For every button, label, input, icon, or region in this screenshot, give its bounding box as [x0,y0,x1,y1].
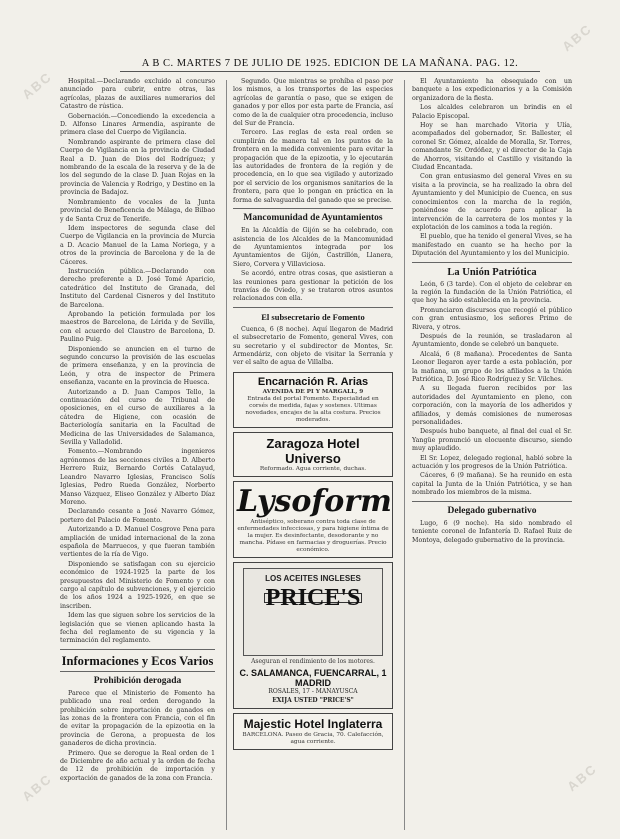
paragraph: Con gran entusiasmo del general Vives en su visita a la provincia, se ha realizado la obra del Ayuntamiento y del Municipio de Cuenca, en sus conocimientos con la marcha de la región, poniéndose de acuerdo para aplicar la intervención de la carretera de los montes y la explotación de los caminos a toda la región. [412,173,572,231]
paragraph: Idem las que siguen sobre los servicios de la legislación que se vienen aplicando hasta la fecha del reglamento de su vigencia y la terminación del reglamento. [60,612,215,645]
paragraph: El pueblo, que ha tenido el general Vives, se ha manifestado en cuanto se ha hecho por la Diputación del Ayuntamiento y los del Municipio. [412,233,572,258]
column-middle [233,78,393,754]
paragraph: Lugo, 6 (9 noche). Ha sido nombrado el teniente coronel de Infantería D. Rafael Ruiz de Montoya, delegado gubernativo de la provincia. [412,519,572,544]
paragraph: Después hubo banquete, al final del cual el Sr. Yangüe pronunció un elocuente discurso, siendo muy aplaudido. [412,428,572,453]
paragraph: Disponiendo se anuncien en el turno de segundo concurso la provisión de las escuelas de primera enseñanza, y en la provincia de León, y otra de inspector de Primera enseñanza, vacante en la provincia de Huesca. [60,345,215,387]
paragraph: Se acordó, entre otras cosas, que asistieran a las reuniones para gestionar la petición de los tranvías de Oviedo, y se trataron otros asuntos relacionados con ella. [233,270,393,303]
column-left [60,78,215,784]
oil-can-illustration [243,568,383,656]
section-title: Informaciones y Ecos Varios [61,653,214,668]
ad-slogan: EXIJA USTED "PRICE'S" [272,696,354,704]
running-head: A B C. MARTES 7 DE JULIO DE 1925. EDICION DE LA MAÑANA. PAG. 12. [120,58,540,72]
article-title: La Unión Patriótica [447,266,537,278]
paragraph: Gobernación.—Concediendo la excedencia a D. Alfonso Linares Armendia, aspirante de primera clase del Cuerpo de Vigilancia. [60,112,215,137]
ad-text: Entrada del portal Fomento. Especialidad en corsés de medida, fajas y sostenes. Ultimas novedades, encajes de la alta costura. Precios moderados. [245,395,381,423]
divider [233,208,393,209]
paragraph: Aprobando la petición formulada por los maestros de Barcelona, de Lérida y de Sevilla, con el acuerdo del Claustro de Barcelona, D. Paulino Puig. [60,310,215,344]
paragraph: Hoy se han marchado Vitoria y Ulía, acompañados del gobernador, Sr. Ballester, el coronel Sr. Gómez, alcalde de Moralla, Sr. Torres, comandante Sr. Ordóñez, y el director de la Caja de Ahorros, visitando el Castillo y visitando la Ciudad Encantada. [412,122,572,172]
column-divider [404,80,405,830]
ad-prices-oil [233,562,393,709]
paragraph: Primero. Que se derogue la Real orden de 1 de Diciembre de año actual y la orden de fecha de 12 de prohibición de importación y exportación de ganados de la zona con Francia. [60,749,215,782]
paragraph: Nombramiento de vocales de la Junta provincial de Beneficencia de Málaga, de Bilbao y de Santa Cruz de Tenerife. [60,198,215,223]
column-right [412,78,572,546]
ad-text: Antiséptico, soberano contra toda clase de enfermedades infecciosas, y para higiene íntima de la mujer. Es desinfectante, desodorante y no mancha. Pídase en farmacias y droguerías. Precio económico. [237,518,389,553]
paragraph: Después de la reunión, se trasladaron al Ayuntamiento, donde se celebró un banquete. [412,332,572,349]
paragraph: Idem inspectores de segunda clase del Cuerpo de Vigilancia en la provincia de Murcia a D. Acacio Manuel de la Lama Noriega, y a otros de la provincia de Barcelona y de la de Cáceres. [60,224,215,266]
article-title: Mancomunidad de Ayuntamientos [243,213,383,224]
divider [412,501,572,502]
paragraph: León, 6 (3 tarde). Con el objeto de celebrar en la región la fundación de la Unión Patriótica, el que hoy ha sido establecida en la provincia. [412,280,572,305]
paragraph: En la Alcaldía de Gijón se ha celebrado, con asistencia de los Alcaldes de la Mancomunidad de Ayuntamientos integrada por los Ayuntamientos de Gijón, Castrillón, Llanera, Siero, Corvera y Villaviciosa. [233,227,393,268]
ad-text: Aseguran el rendimiento de los motores. [251,657,375,665]
ad-logo-lysoform: Lysoform [237,483,392,519]
ad-address: C. SALAMANCA, FUENCARRAL, 1 MADRID [239,668,387,689]
paragraph: Fomento.—Nombrando ingenieros agrónomos de las secciones civiles a D. Alberto Herrero Ruiz, Bernardo Cortés Catalayud, Leandro Navarro Iglesias, Francisco Solís Iglesias, Pedro Rueda González, Norberto Manso Vázquez, Eliseo González y Alberto Díaz Moreno. [60,448,215,506]
divider [233,307,393,308]
ad-line: LOS ACEITES INGLESES [265,573,361,583]
abc-watermark: ABC [564,760,600,795]
paragraph: Segundo. Que mientras se prohíba el paso por los mismos, a los transportes de las especies agrícolas de garantía o paso, que se exigen de ganados y por ellos por esta parte de Francia, así como de la de cualquier otra procedencia, incluso del Sur de Francia. [233,78,393,128]
paragraph: Parece que el Ministerio de Fomento ha publicado una real orden derogando la prohibición sobre importación de ganados en las zonas de la frontera con Francia, con el fin de evitar la propagación de la epizootia en la provincia de Gerona, a propuesta de los ganaderos de dicha provincia. [60,689,215,748]
paragraph: Los alcaldes celebraron un brindis en el Palacio Episcopal. [412,104,572,120]
column-divider [226,80,227,830]
paragraph: Autorizando a D. Manuel Cosgrove Pena para ampliación de unidad internacional de la zona española de Marruecos, y que fueran también vertientes de la ría de Vigo. [60,526,215,559]
paragraph: Cáceres, 6 (9 mañana). Se ha reunido en esta capital la Junta de la Unión Patriótica, y se han nombrado los miembros de la misma. [412,472,572,497]
ad-text: BARCELONA. Paseo de Gracia, 70. Calefacción, agua corriente. [242,732,384,745]
paragraph: Tercero. Las reglas de esta real orden se cumplirán de manera tal en los puntos de la frontera en la medida conveniente para evitar la propagación que de la epizootia, y lo ejecutarán las autoridades de frontera de la región y de procedencia, en lo que sea vigilado y autorizado por el servicio de los organismos sanitarios de la frontera, para que lo pongan en práctica en la forma de salvaguardia del ganado que se precise. [233,129,393,204]
ad-title: Encarnación R. Arias [257,375,369,388]
abc-watermark: ABC [559,20,595,55]
article-title: El subsecretario de Fomento [261,311,365,322]
divider [412,262,572,263]
ad-address: ROSALES, 17 - MANAYUSCA [268,688,358,696]
paragraph: El Sr. Lopez, delegado regional, habló sobre la actuación y los progresos de la Unión Patriótica. [412,454,572,471]
ad-address: AVENIDA DE PI Y MARGALL, 9 [262,388,364,395]
abc-watermark: ABC [19,68,55,103]
ad-title: Zaragoza Hotel Universo [266,435,360,466]
divider [60,649,215,650]
paragraph: A su llegada fueron recibidos por las autoridades del Ayuntamiento en pleno, con corporación, con la mayoría de los adheridos y afiliados, y demás comisiones de numerosas personalidades. [412,385,572,427]
paragraph: Nombrando aspirante de primera clase del Cuerpo de Vigilancia en la provincia de Ciudad Real a D. Juan de Dios del Rodríguez; y nombrando de la escala de la reserva y de la de los del segundo de la clase D. Juan Rojas en la provincia de Valencia y Rodrigo, y Destino en la provincia de Badajoz. [60,138,215,197]
paragraph: Declarando cesante a José Navarro Gómez, portero del Palacio de Fomento. [60,508,215,524]
ad-brand: PRICE'S [265,584,361,611]
article-title: Prohibición derogada [93,675,182,686]
paragraph: Pronunciaron discursos que recogió el público con gran entusiasmo, los señores Primo de Rivera, y otros. [412,306,572,331]
ad-encarnacion [233,372,393,428]
paragraph: El Ayuntamiento ha obsequiado con un banquete a los expedicionarios y a la Comisión organizadora de la fiesta. [412,78,572,102]
ad-zaragoza-hotel [233,432,393,477]
paragraph: Hospital.—Declarando excluido al concurso anunciado para cubrir, entre otras, las agrícolas, plazas de auxiliares numerarios del Catastro de rústica. [60,78,215,111]
article-title: Delegado gubernativo [447,505,537,516]
ad-lysoform [233,481,393,558]
ad-text: Reformado. Agua corriente, duchas. [259,465,367,472]
ad-majestic-hotel [233,713,393,750]
paragraph: Autorizando a D. Juan Campos Tello, la continuación del curso de Tribunal de oposiciones, en el curso de auxiliares a la cátedra de Higiene, con ocasión de Bacteriología sanitaria en la Facultad de Medicina de las Universidades de Salamanca, Sevilla y Valladolid. [60,388,215,447]
abc-watermark: ABC [19,770,55,805]
paragraph: Disponiendo se satisfagan con su ejercicio económico de 1924-1925 la parte de los presupuestos del Ministerio de Fomento y con cargo al capítulo de subvenciones, y el ejercicio de los años 1924 a 1925-1926, en que se inscriben. [60,560,215,610]
paragraph: Instrucción pública.—Declarando con derecho preferente a D. José Tomé Aparicio, catedrático del Instituto de Granada, del Instituto del Cardenal Cisneros y del Instituto de Barcelona. [60,267,215,309]
paragraph: Alcalá, 6 (8 mañana). Procedentes de Santa Leonor llegaron ayer tarde a esta población, por la mañana, un grupo de los afiliados a la Unión Patriótica, D. José Rico Rodríguez y Sr. Vilches. [412,350,572,383]
divider [60,671,215,672]
ad-title: Majestic Hotel Inglaterra [243,717,383,731]
paragraph: Cuenca, 6 (8 noche). Aquí llegaron de Madrid el subsecretario de Fomento, general Vives, con su secretario y el subdirector de Montes, Sr. Armendáriz, con objeto de visitar la Serranía y ver el salto de agua de Villalba. [233,325,393,367]
